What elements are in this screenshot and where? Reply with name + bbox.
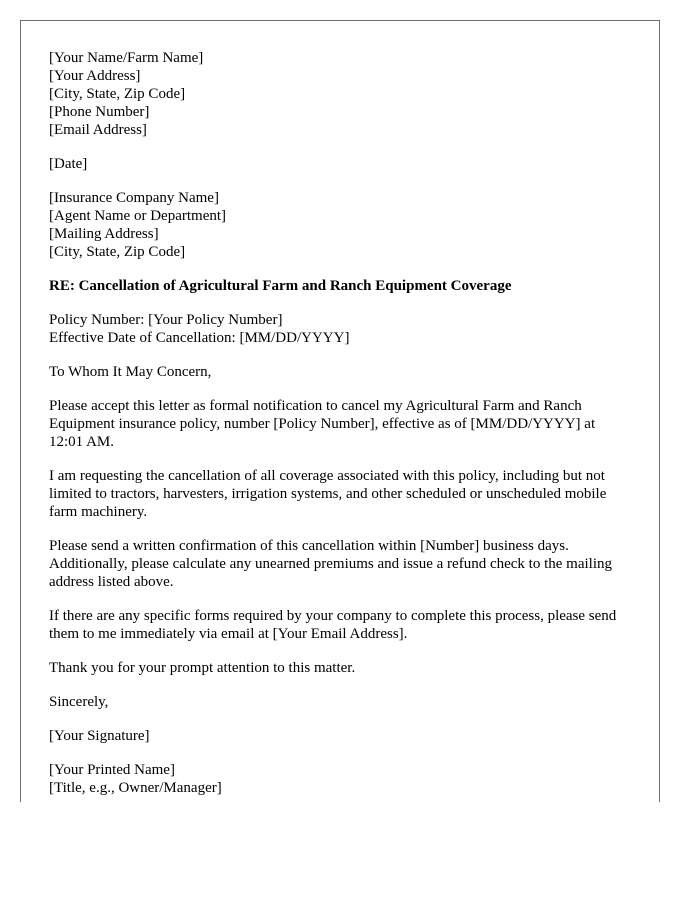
signature-block [49, 727, 633, 745]
salutation-block [49, 363, 633, 381]
policy-block [49, 311, 633, 347]
valediction-block [49, 693, 633, 711]
subject-block [49, 277, 633, 295]
paragraph-thanks: Thank you for your prompt attention to this matter. [49, 660, 356, 676]
sender-city-state-zip: [City, State, Zip Code] [49, 86, 186, 102]
date-block [49, 155, 633, 173]
sender-phone: [Phone Number] [49, 104, 150, 120]
recipient-block [49, 189, 633, 261]
recipient-city-state-zip: [City, State, Zip Code] [49, 244, 186, 260]
subject-line: RE: Cancellation of Agricultural Farm and Ranch Equipment Coverage [49, 278, 512, 294]
recipient-mailing-address: [Mailing Address] [49, 226, 159, 242]
paragraph-confirmation: Please send a written confirmation of this cancellation within [Number] business days. Additionally, please calculate any unearned premiums and issue a refund check to the mailing address listed above. [49, 538, 612, 590]
valediction: Sincerely, [49, 694, 109, 710]
recipient-company: [Insurance Company Name] [49, 190, 219, 206]
sender-email: [Email Address] [49, 122, 147, 138]
paragraph-coverage: I am requesting the cancellation of all coverage associated with this policy, including but not limited to tractors, harvesters, irrigation systems, and other scheduled or unscheduled mobile farm machinery. [49, 468, 607, 520]
recipient-agent: [Agent Name or Department] [49, 208, 227, 224]
salutation: To Whom It May Concern, [49, 364, 212, 380]
letter-page [20, 20, 660, 802]
paragraph-forms: If there are any specific forms required by your company to complete this process, please send them to me immediately via email at [Your Email Address]. [49, 608, 617, 642]
sender-address: [Your Address] [49, 68, 141, 84]
letter-date: [Date] [49, 156, 88, 172]
letter-body [49, 49, 633, 797]
printed-name: [Your Printed Name] [49, 762, 175, 778]
policy-number-line: Policy Number: [Your Policy Number] [49, 312, 283, 328]
signature: [Your Signature] [49, 728, 150, 744]
effective-date-line: Effective Date of Cancellation: [MM/DD/YYYY] [49, 330, 350, 346]
printed-name-block [49, 761, 633, 797]
sender-block [49, 49, 633, 139]
signer-title: [Title, e.g., Owner/Manager] [49, 780, 222, 796]
sender-name: [Your Name/Farm Name] [49, 50, 204, 66]
paragraph-notification: Please accept this letter as formal notification to cancel my Agricultural Farm and Ranch Equipment insurance policy, number [Policy Number], effective as of [MM/DD/YYYY] at 12:01 AM. [49, 398, 596, 450]
